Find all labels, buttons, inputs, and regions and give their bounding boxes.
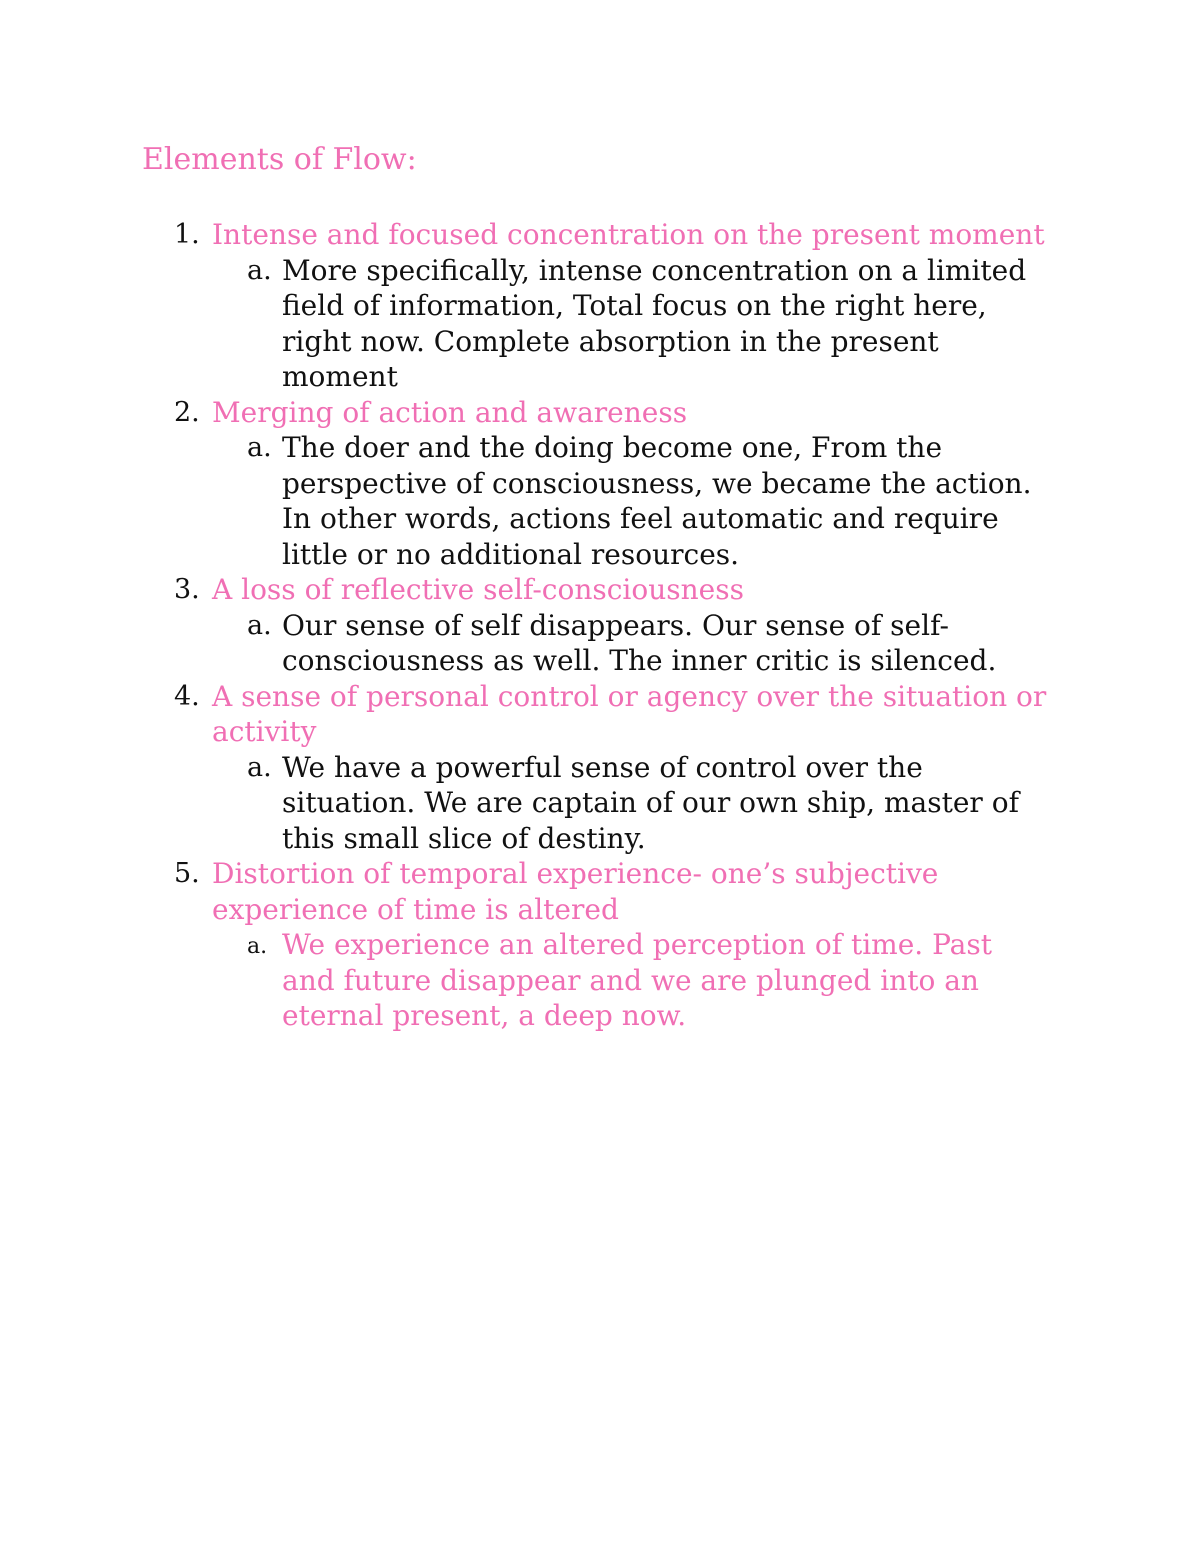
- item-number: 2.: [174, 396, 200, 428]
- item-number: 5.: [174, 858, 200, 889]
- sub-item: [212, 253, 1052, 395]
- sub-item: [212, 750, 1052, 857]
- list-item-5: [0, 856, 1062, 1034]
- item-heading: Intense and focused concentration on the present moment: [212, 218, 1045, 251]
- sub-item: [212, 430, 1052, 572]
- sub-item: [212, 927, 1052, 1034]
- list-item-2: [0, 395, 1062, 573]
- item-number: 3.: [174, 574, 200, 605]
- item-heading: A sense of personal control or agency over the situation or activity: [212, 679, 1047, 748]
- list-item-1: [0, 217, 1062, 395]
- sub-item-text: More specifically, intense concentration on a limited field of information, Total focus on the right here, right now. Complete absorption in the present moment: [282, 253, 1027, 393]
- item-number: 1.: [174, 219, 200, 250]
- sub-item-text: Our sense of self disappears. Our sense of self-consciousness as well. The inner critic is silenced.: [282, 608, 997, 677]
- item-heading: Merging of action and awareness: [212, 395, 688, 429]
- flow-elements-list: [0, 217, 1200, 1034]
- sub-item-letter: a.: [247, 751, 272, 783]
- item-heading: A loss of reflective self-consciousness: [212, 573, 744, 606]
- list-item-3: [0, 572, 1062, 679]
- sub-item-text: We experience an altered perception of time. Past and future disappear and we are plunged into an eternal present, a deep now.: [282, 928, 992, 1032]
- sub-item-letter: a.: [247, 934, 268, 959]
- document-title: Elements of Flow:: [142, 142, 417, 177]
- sub-item-text: The doer and the doing become one, From the perspective of consciousness, we became the action. In other words, actions feel automatic and require little or no additional resources.: [282, 431, 1032, 571]
- sub-item-letter: a.: [247, 609, 272, 641]
- item-heading: Distortion of temporal experience- one’s subjective experience of time is altered: [212, 857, 939, 926]
- sub-item-text: We have a powerful sense of control over the situation. We are captain of our own ship, master of this small slice of destiny.: [282, 750, 1019, 855]
- sub-item: [212, 608, 1052, 679]
- list-item-4: [0, 679, 1062, 857]
- sub-item-letter: a.: [247, 432, 272, 463]
- item-number: 4.: [174, 680, 200, 712]
- sub-item-letter: a.: [247, 254, 272, 286]
